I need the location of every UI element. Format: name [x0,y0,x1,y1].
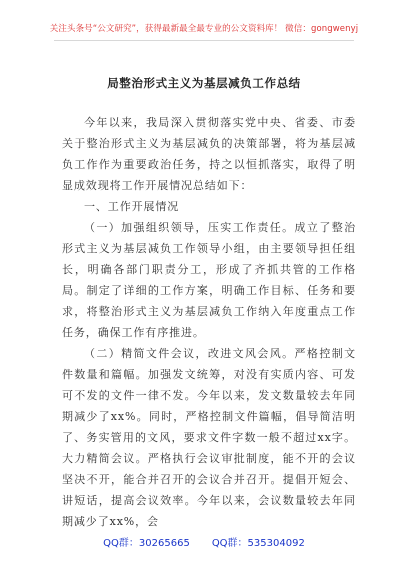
intro-paragraph: 今年以来，我局深入贯彻落实党中央、省委、市委关于整治形式主义为基层减负的决策部署，将为基层减负工作作为重要政治任务，持之以恒抓落实，取得了明显成效现将工作开展情况总结如下： [62,116,356,192]
document-title: 局整治形式主义为基层减负工作总结 [107,76,301,90]
section-heading: 一、工作开展情况 [84,200,180,213]
body-paragraph: （一）加强组织领导，压实工作责任。成立了整治形式主义为基层减负工作领导小组，由主要领导担任组长，明确各部门职责分工，形成了齐抓共管的工作格局。制定了详细的工作方案，明确工作目标、任务和要求，将整治形式主义为基层减负工作纳入年度重点工作任务，确保工作有序推进。 [62,221,356,339]
promo-banner: 关注头条号“公文研究”，获得最新最全最专业的公文资料库！ 微信：gongwenyj [49,24,359,34]
qq-group-2: QQ群：535304092 [211,538,305,549]
footer [0,534,408,549]
qq-group-1: QQ群：30265665 [103,538,190,549]
body-paragraph: （二）精简文件会议，改进文风会风。严格控制文件数量和篇幅。加强发文统筹，对没有实质内容、可发可不发的文件一律不发。今年以来，发文数量较去年同期减少了xx%。同时，严格控制文件篇幅，倡导简洁明了、务实管用的文风，要求文件字数一般不超过xx字。大力精简会议。严格执行会议审批制度，能不开的会议坚决不开，能合并召开的会议合并召开。提倡开短会、讲短话，提高会议效率。今年以来，会议数量较去年同期减少了xx%，会 [62,347,356,528]
document-body [62,112,356,532]
header-divider [54,40,354,41]
